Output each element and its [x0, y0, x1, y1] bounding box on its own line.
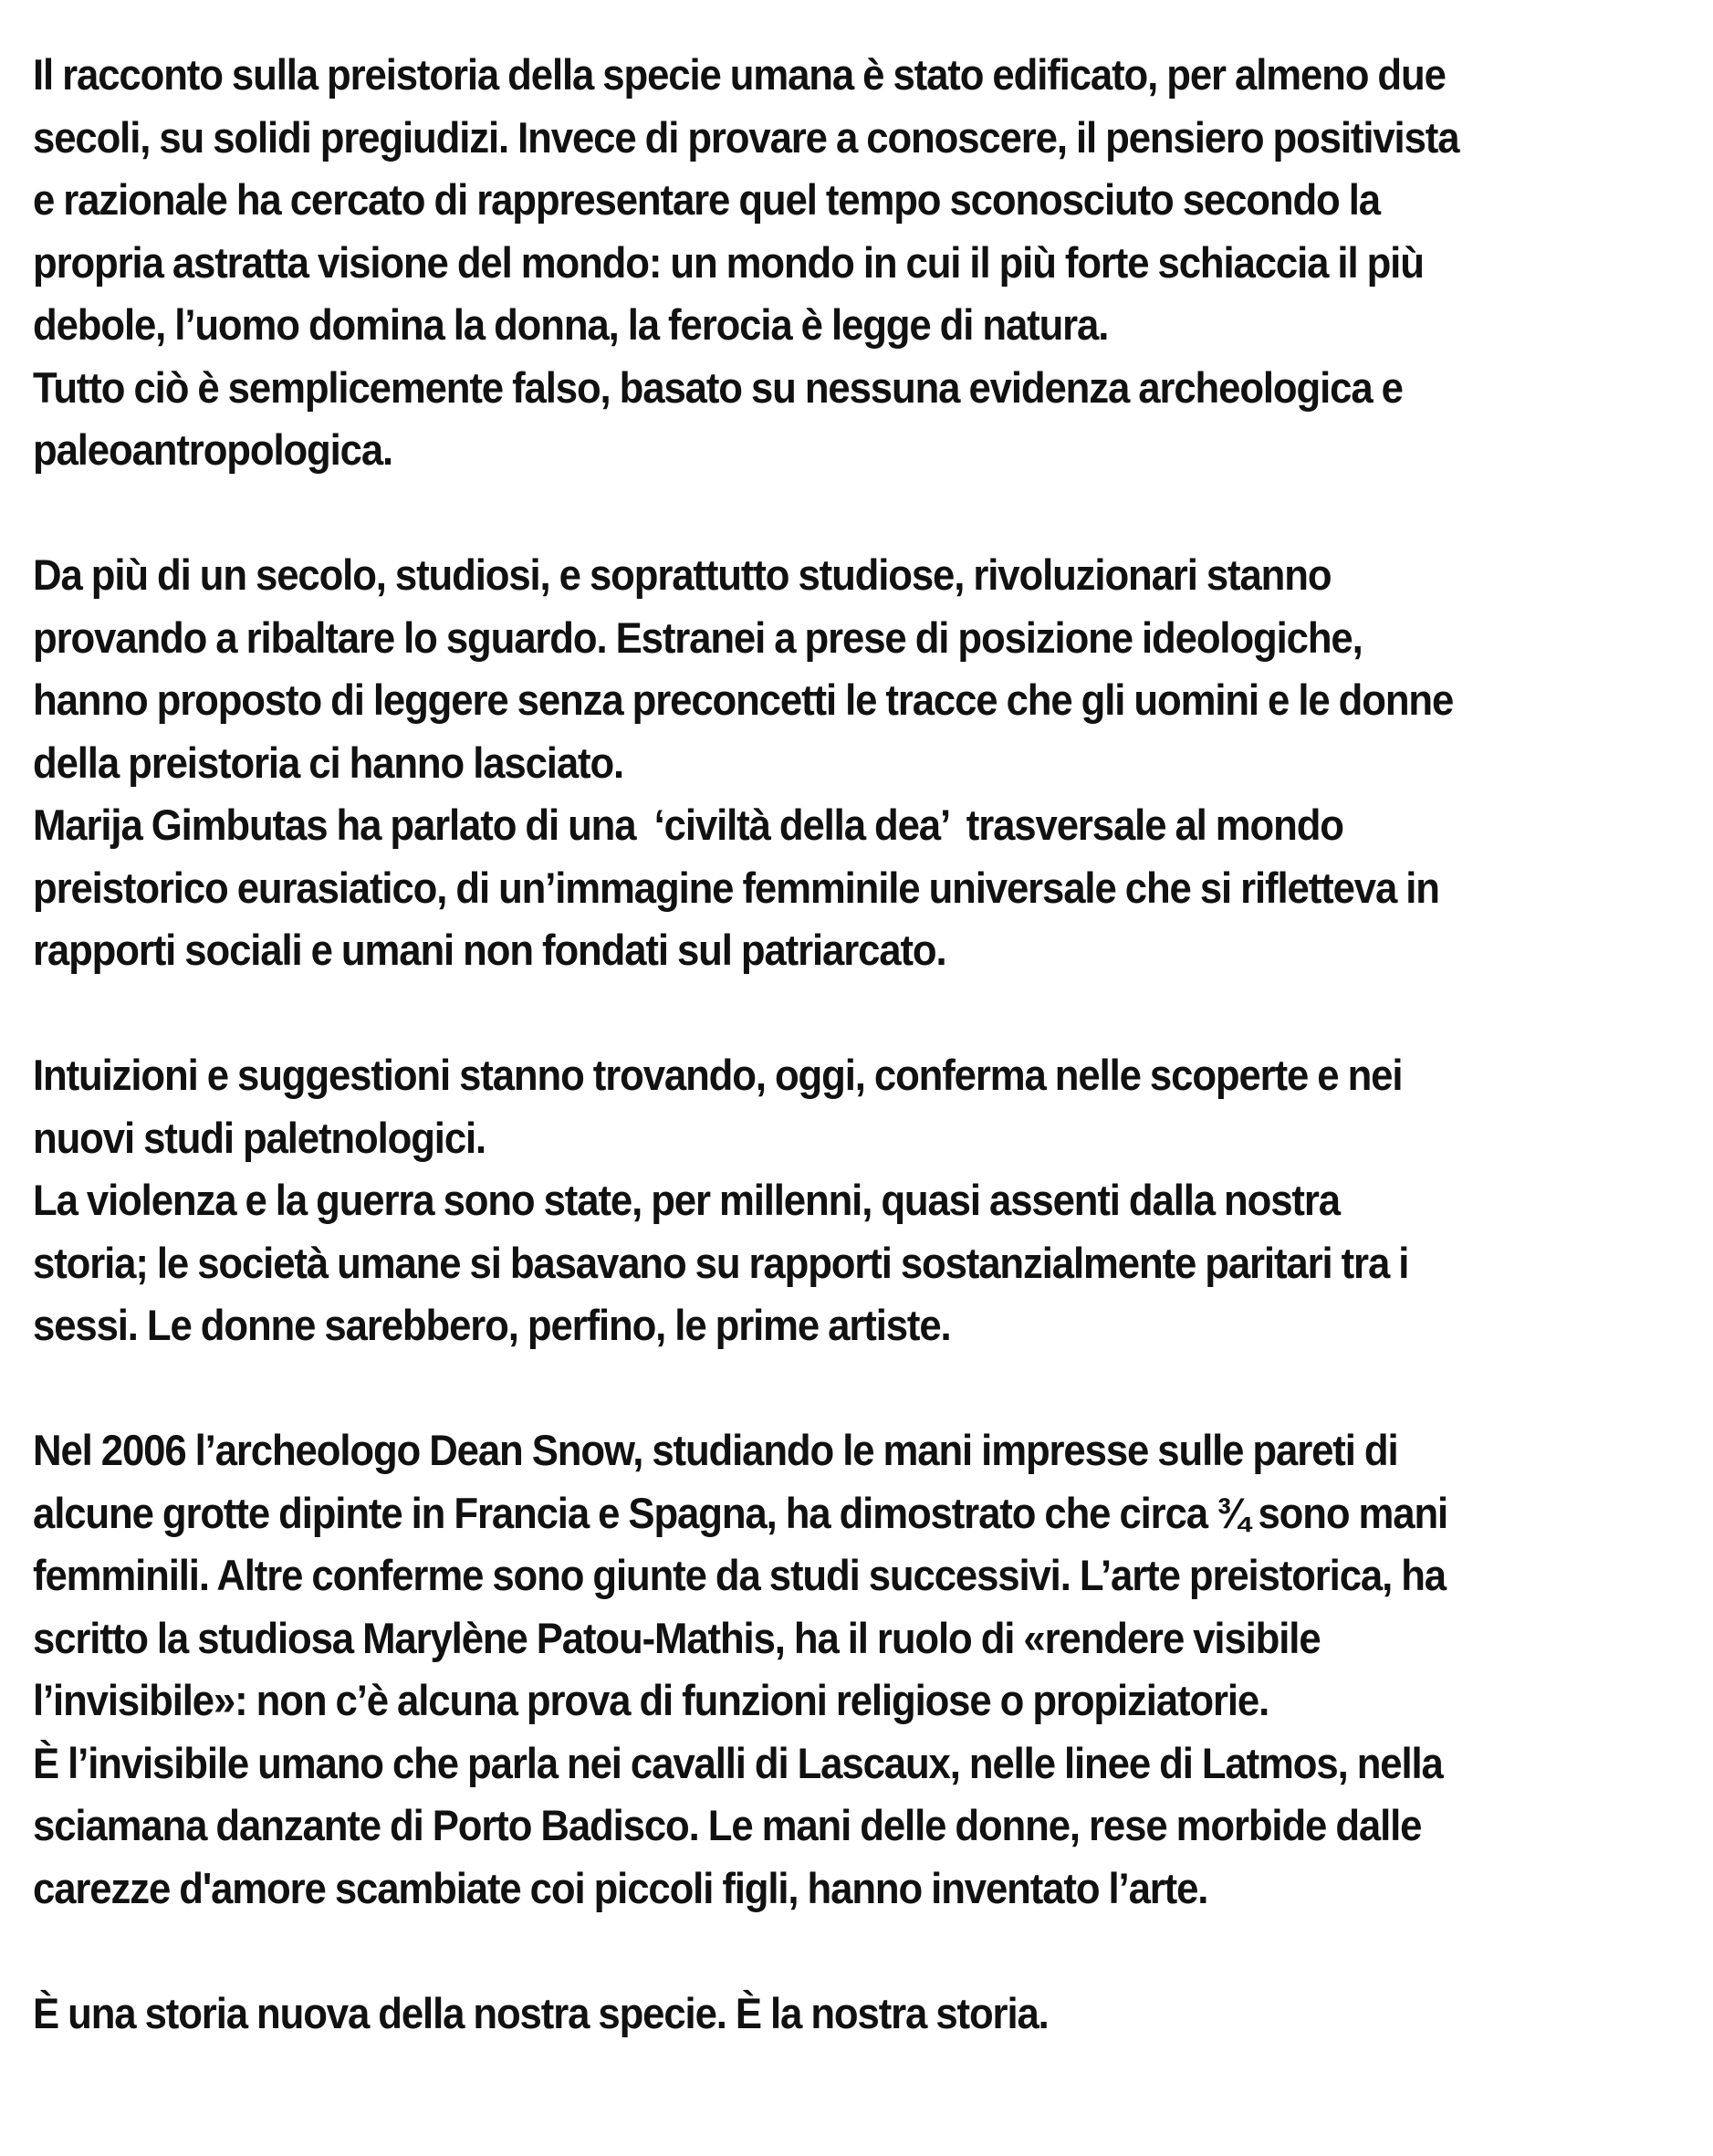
text-line: È una storia nuova della nostra specie. È la nostra storia.: [33, 1988, 1049, 2037]
text-line: secoli, su solidi pregiudizi. Invece di provare a conoscere, il pensiero positivista: [33, 112, 1459, 162]
text-line: sessi. Le donne sarebbero, perfino, le prime artiste.: [33, 1301, 951, 1349]
paragraph-3: [33, 1044, 1578, 1357]
paragraph-4: [33, 1419, 1578, 1920]
paragraph-5: [33, 1983, 1578, 2046]
text-line: rapporti sociali e umani non fondati sul patriarcato.: [33, 926, 946, 974]
text-line: scritto la studiosa Marylène Patou-Mathis, ha il ruolo di «rendere visibile: [33, 1613, 1321, 1662]
text-line: Da più di un secolo, studiosi, e soprattutto studiose, rivoluzionari stanno: [33, 550, 1332, 599]
text-line: Nel 2006 l’archeologo Dean Snow, studiando le mani impresse sulle pareti di: [33, 1426, 1398, 1474]
text-line: femminili. Altre conferme sono giunte da studi successivi. L’arte preistorica, ha: [33, 1551, 1446, 1599]
paragraph-spacer: [33, 482, 1578, 545]
text-line: storia; le società umane si basavano su rapporti sostanzialmente paritari tra i: [33, 1238, 1409, 1287]
text-line: paleoantropologica.: [33, 425, 393, 474]
text-line: propria astratta visione del mondo: un mondo in cui il più forte schiaccia il più: [33, 237, 1424, 287]
text-line: Intuizioni e suggestioni stanno trovando, oggi, conferma nelle scoperte e nei: [33, 1051, 1403, 1099]
text-line: hanno proposto di leggere senza preconcetti le tracce che gli uomini e le donne: [33, 675, 1454, 724]
text-line: È l’invisibile umano che parla nei cavalli di Lascaux, nelle linee di Latmos, nella: [33, 1738, 1443, 1787]
text-line: La violenza e la guerra sono state, per millenni, quasi assenti dalla nostra: [33, 1176, 1340, 1224]
document-body: [33, 44, 1578, 2045]
text-line: debole, l’uomo domina la donna, la ferocia è legge di natura.: [33, 300, 1109, 349]
text-line: Tutto ciò è semplicemente falso, basato su nessuna evidenza archeologica e: [33, 362, 1403, 412]
text-line: carezze d'amore scambiate coi piccoli figli, hanno inventato l’arte.: [33, 1863, 1208, 1912]
text-line: l’invisibile»: non c’è alcuna prova di funzioni religiose o propiziatorie.: [33, 1676, 1269, 1724]
paragraph-2: [33, 544, 1578, 982]
text-line: della preistoria ci hanno lasciato.: [33, 738, 624, 787]
text-line: alcune grotte dipinte in Francia e Spagna, ha dimostrato che circa ¾ sono mani: [33, 1488, 1448, 1537]
text-line: nuovi studi paletnologici.: [33, 1113, 486, 1162]
text-line: provando a ribaltare lo sguardo. Estranei a prese di posizione ideologiche,: [33, 612, 1363, 662]
text-line: sciamana danzante di Porto Badisco. Le mani delle donne, rese morbide dalle: [33, 1801, 1422, 1849]
paragraph-spacer: [33, 1920, 1578, 1983]
text-line: Marija Gimbutas ha parlato di una ‘civiltà della dea’ trasversale al mondo: [33, 801, 1343, 849]
text-line: e razionale ha cercato di rappresentare quel tempo sconosciuto secondo la: [33, 175, 1380, 224]
paragraph-spacer: [33, 982, 1578, 1045]
text-line: Il racconto sulla preistoria della specie umana è stato edificato, per almeno due: [33, 50, 1446, 99]
paragraph-1: [33, 44, 1578, 482]
paragraph-spacer: [33, 1357, 1578, 1420]
text-line: preistorico eurasiatico, di un’immagine femminile universale che si rifletteva in: [33, 863, 1439, 912]
